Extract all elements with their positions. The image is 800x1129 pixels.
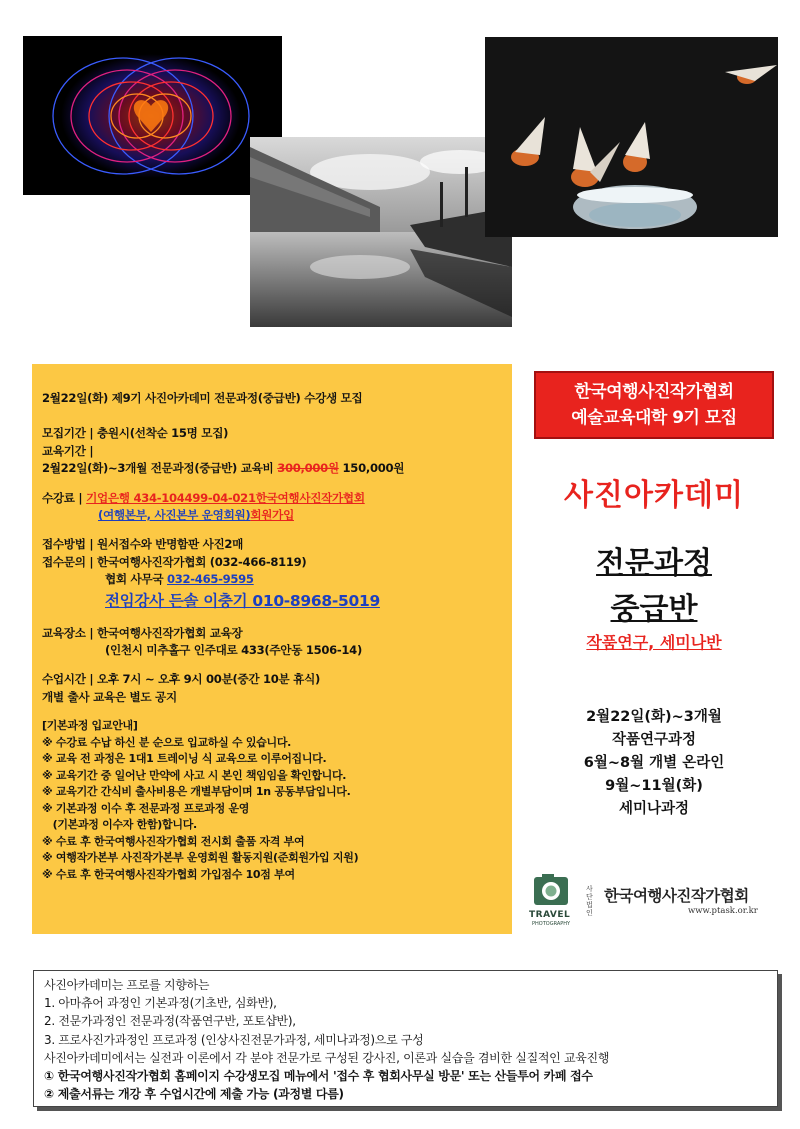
course-subtitle [520, 630, 788, 653]
schedule-line: 6월~8월 개별 온라인 [583, 755, 725, 771]
office-label: 협회 사무국 [105, 572, 167, 587]
fee-new: 150,000원 [338, 461, 405, 476]
note-line: 3. 프로사진가과정인 프로과정 (인상사진전문가과정, 세미나과정)으로 구성 [44, 1032, 424, 1047]
guide-item: ※ 기본과정 이수 후 전문과정 프로과정 운영 [42, 801, 250, 815]
course-subtitle-text: 작품연구, 세미나반 [586, 633, 722, 652]
tuition-label: 수강료 | [42, 490, 87, 505]
tuition-account: 기업은행 434-104499-04-021한국여행사진작가협회 [86, 490, 365, 505]
logo-corp-label: 사단법인 [586, 885, 593, 917]
class-time: 수업시간 | 오후 7시 ~ 오후 9시 00분(중간 10분 휴식) [42, 672, 320, 687]
note-line: 사진아카데미는 프로를 지향하는 [44, 978, 210, 992]
address: (인천시 미추홀구 인주대로 433(주안동 1506-14) [105, 643, 362, 658]
guide-item: ※ 수강료 수납 하신 분 순으로 입교하실 수 있습니다. [42, 735, 292, 749]
note-line: 사진아카데미에서는 실전과 이론에서 각 분야 전문가로 구성된 강사진, 이론과 실습을 겸비한 실질적인 교육진행 [44, 1050, 610, 1065]
office-contact [42, 571, 502, 588]
logo-travel: TRAVEL [529, 910, 571, 920]
academy-title: 사진아카데미 [564, 478, 744, 513]
harbor-photo [250, 137, 512, 327]
guide-item: ※ 여행작가본부 사진작가본부 운영회원 활동지원(준회원가입 지원) [42, 851, 359, 865]
headline: 2월22일(화) 제9기 사진아카데미 전문과정(중급반) 수강생 모집 [42, 391, 363, 405]
note-line: 2. 전문가과정인 전문과정(작품연구반, 포토샵반), [44, 1014, 296, 1029]
edu-period-text: 2월22일(화)~3개월 전문과정(중급반) 교육비 [42, 461, 278, 476]
office-phone[interactable]: 032-465-9595 [166, 572, 254, 587]
schedule-line: 2월22일(화)~3개월 [586, 709, 722, 725]
tuition-note-b: 회원가입 [250, 508, 294, 523]
apply-contact: 접수문의 | 한국여행사진작가협회 (032-466-8119) [42, 554, 307, 569]
logo-name: 한국여행사진작가협회 [604, 887, 749, 905]
schedule-line: 작품연구과정 [611, 732, 697, 748]
course-name [520, 538, 788, 582]
edu-period-label: 교육기간 | [42, 443, 94, 458]
edu-period [42, 460, 502, 477]
logo-url[interactable]: www.ptask.or.kr [688, 906, 758, 916]
banner-line-1: 한국여행사진작가협회 [574, 382, 734, 402]
apply-method: 접수방법 | 원서접수와 반명함판 사진2매 [42, 537, 244, 552]
tuition [42, 490, 502, 507]
guide-item: ※ 교육기간 중 일어난 만약에 사고 시 본인 책임임을 확인합니다. [42, 768, 347, 782]
guide-item: ※ 수료 후 한국여행사진작가협회 전시회 출품 자격 부여 [42, 834, 305, 848]
guide-item: ※ 교육 전 과정은 1대1 트레이닝 식 교육으로 이루어집니다. [42, 752, 327, 766]
recruit-banner [534, 371, 774, 439]
lecturer-contact[interactable]: 전임강사 든솔 이충기 010-8968-5019 [105, 591, 380, 610]
course-name-text: 전문과정 [596, 546, 712, 581]
info-panel [32, 364, 512, 934]
guide-item: ※ 교육기간 간식비 출사비용은 개별부담이며 1n 공동부담입니다. [42, 785, 351, 799]
banner-line-2: 예술교육대학 9기 모집 [571, 408, 737, 428]
note-line: ② 제출서류는 개강 후 수업시간에 제출 가능 (과정별 다름) [44, 1087, 344, 1102]
outing-note: 개별 출사 교육은 별도 공지 [42, 689, 177, 704]
note-line: ① 한국여행사진작가협회 홈페이지 수강생모집 메뉴에서 '접수 후 협회사무실 방문' 또는 산들투어 카페 접수 [44, 1069, 593, 1084]
tuition-note-a: (여행본부, 사진본부 운영회원) [98, 508, 251, 523]
tuition-note [42, 507, 502, 524]
note-line: 1. 아마츄어 과정인 기본과정(기초반, 심화반), [44, 996, 277, 1011]
course-level [520, 584, 788, 628]
schedule-line: 9월~11월(화) [605, 778, 703, 794]
place: 교육장소 | 한국여행사진작가협회 교육장 [42, 625, 243, 640]
schedule-line: 세미나과정 [618, 801, 690, 817]
program-note [33, 970, 778, 1107]
recruit-period: 모집기간 | 충원시(선착순 15명 모집) [42, 426, 229, 441]
guide-item: ※ 수료 후 한국여행사진작가협회 가입점수 10점 부여 [42, 867, 295, 881]
logo-photography: PHOTOGRAPHY [532, 921, 571, 927]
fee-old: 300,000원 [277, 461, 339, 476]
association-logo [528, 873, 784, 933]
guide-title: [기본과정 입교안내] [42, 719, 138, 733]
light-painting-photo [23, 36, 282, 195]
schedule [520, 706, 788, 821]
course-level-text: 중급반 [610, 592, 698, 627]
birds-photo [485, 37, 778, 237]
guide-item: (기본과정 이수자 한함)합니다. [42, 818, 197, 832]
